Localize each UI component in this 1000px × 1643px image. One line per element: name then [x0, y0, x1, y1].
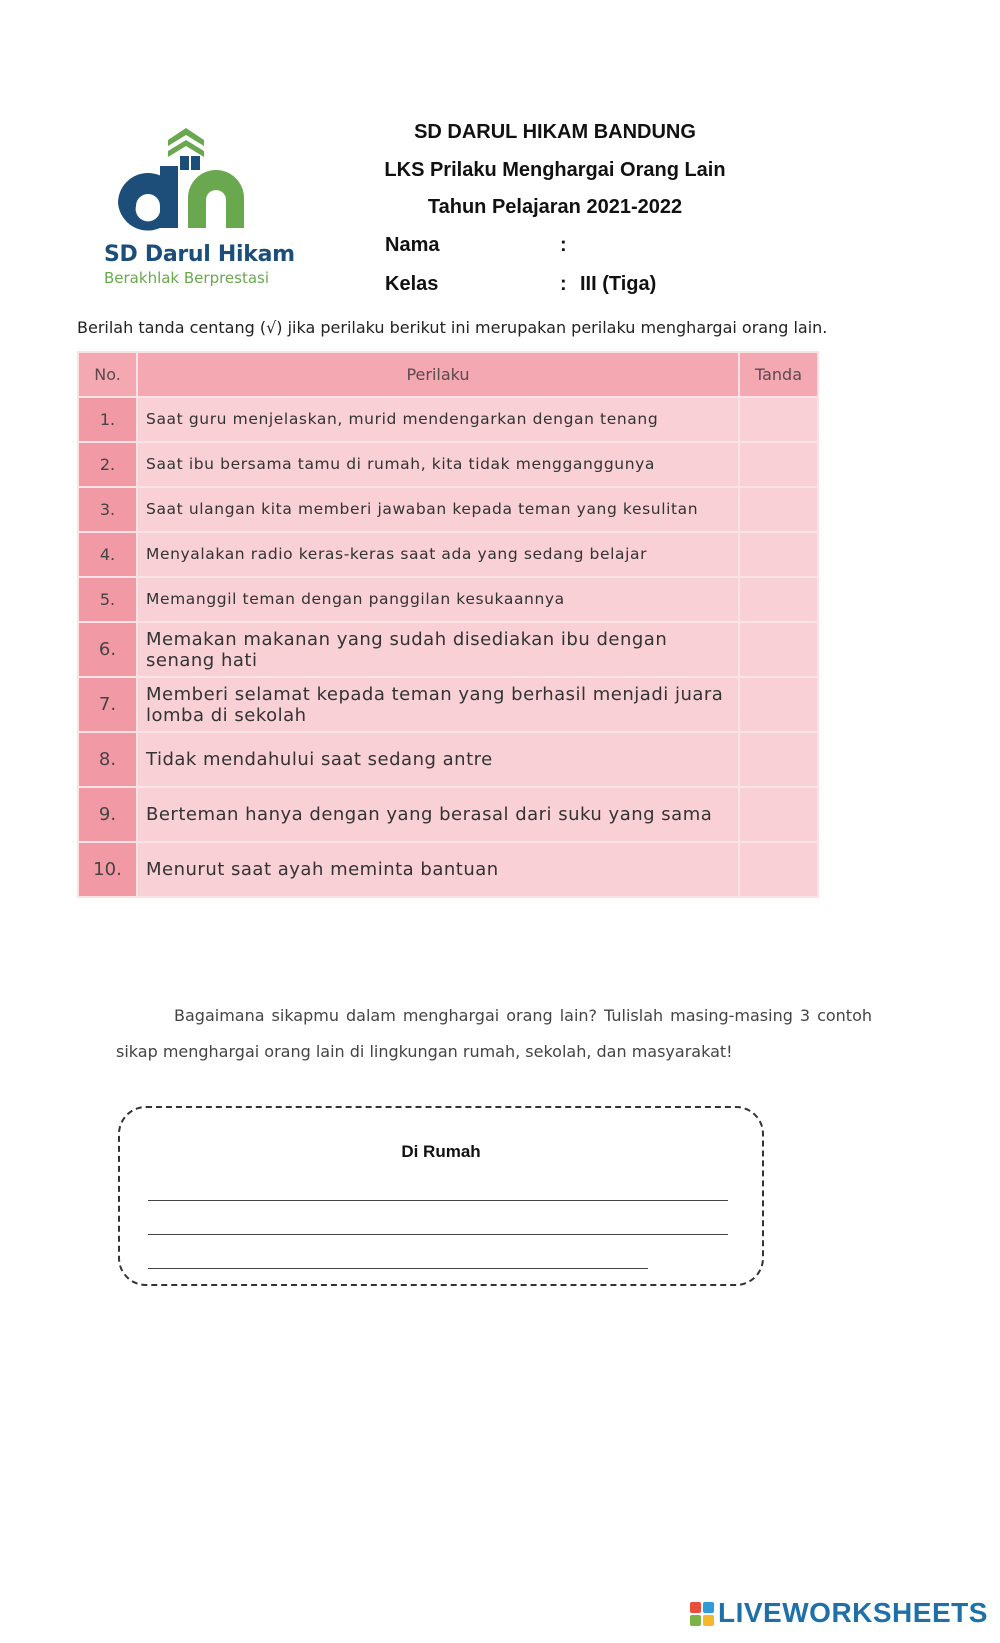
answer-line-3[interactable] — [148, 1268, 648, 1269]
row-mark-cell[interactable] — [739, 622, 818, 677]
row-behavior: Saat guru menjelaskan, murid mendengarkan dengan tenang — [137, 397, 739, 442]
row-number: 2. — [78, 442, 137, 487]
row-mark-cell[interactable] — [739, 577, 818, 622]
row-mark-cell[interactable] — [739, 532, 818, 577]
liveworksheets-logo-icon — [690, 1602, 714, 1626]
table-row — [78, 677, 818, 732]
watermark-text: LIVEWORKSHEETS — [718, 1597, 988, 1628]
nama-colon: : — [560, 234, 567, 256]
row-behavior: Memakan makanan yang sudah disediakan ibu dengan senang hati — [137, 622, 739, 677]
header-no: No. — [78, 352, 137, 397]
row-mark-cell[interactable] — [739, 487, 818, 532]
row-behavior: Menurut saat ayah meminta bantuan — [137, 842, 739, 897]
logo-tagline: Berakhlak Berprestasi — [104, 269, 270, 287]
table-row — [78, 397, 818, 442]
kelas-value: III (Tiga) — [580, 273, 657, 295]
essay-question: Bagaimana sikapmu dalam menghargai orang lain? Tulislah masing-masing 3 contoh sikap menghargai orang lain di lingkungan rumah, sekolah, dan masyarakat! — [116, 1006, 872, 1061]
answer-line-2[interactable] — [148, 1234, 728, 1235]
table-row — [78, 787, 818, 842]
header-mark: Tanda — [739, 352, 818, 397]
table-header-row — [78, 352, 818, 397]
row-mark-cell[interactable] — [739, 787, 818, 842]
table-row — [78, 842, 818, 897]
instruction-text: Berilah tanda centang (√) jika perilaku berikut ini merupakan perilaku menghargai orang lain. — [77, 318, 828, 337]
row-number: 1. — [78, 397, 137, 442]
row-number: 8. — [78, 732, 137, 787]
behavior-table — [77, 351, 819, 898]
row-behavior: Berteman hanya dengan yang berasal dari suku yang sama — [137, 787, 739, 842]
row-behavior: Saat ibu bersama tamu di rumah, kita tidak mengganggunya — [137, 442, 739, 487]
worksheet-title: LKS Prilaku Menghargai Orang Lain — [384, 159, 726, 181]
table-row — [78, 442, 818, 487]
row-number: 5. — [78, 577, 137, 622]
answer-box-title: Di Rumah — [401, 1142, 481, 1161]
nama-label: Nama — [385, 234, 440, 256]
row-mark-cell[interactable] — [739, 732, 818, 787]
table-row — [78, 577, 818, 622]
kelas-colon: : — [560, 273, 567, 295]
school-logo — [90, 118, 295, 296]
table-row — [78, 487, 818, 532]
kelas-label: Kelas — [385, 273, 439, 295]
table-row — [78, 532, 818, 577]
table-row — [78, 622, 818, 677]
logo-school-name: SD Darul Hikam — [104, 242, 295, 267]
row-behavior: Memberi selamat kepada teman yang berhasil menjadi juara lomba di sekolah — [137, 677, 739, 732]
header-behavior: Perilaku — [137, 352, 739, 397]
answer-line-1[interactable] — [148, 1200, 728, 1201]
table-row — [78, 732, 818, 787]
row-number: 6. — [78, 622, 137, 677]
row-behavior: Saat ulangan kita memberi jawaban kepada teman yang kesulitan — [137, 487, 739, 532]
row-number: 3. — [78, 487, 137, 532]
row-number: 7. — [78, 677, 137, 732]
answer-box-rumah — [118, 1106, 764, 1286]
row-number: 9. — [78, 787, 137, 842]
row-number: 10. — [78, 842, 137, 897]
row-mark-cell[interactable] — [739, 397, 818, 442]
row-behavior: Menyalakan radio keras-keras saat ada yang sedang belajar — [137, 532, 739, 577]
row-mark-cell[interactable] — [739, 442, 818, 487]
row-behavior: Memanggil teman dengan panggilan kesukaannya — [137, 577, 739, 622]
row-mark-cell[interactable] — [739, 677, 818, 732]
school-logo-mark-icon — [90, 118, 290, 238]
row-number: 4. — [78, 532, 137, 577]
row-mark-cell[interactable] — [739, 842, 818, 897]
school-title: SD DARUL HIKAM BANDUNG — [414, 121, 696, 143]
row-behavior: Tidak mendahului saat sedang antre — [137, 732, 739, 787]
academic-year: Tahun Pelajaran 2021-2022 — [427, 196, 683, 218]
